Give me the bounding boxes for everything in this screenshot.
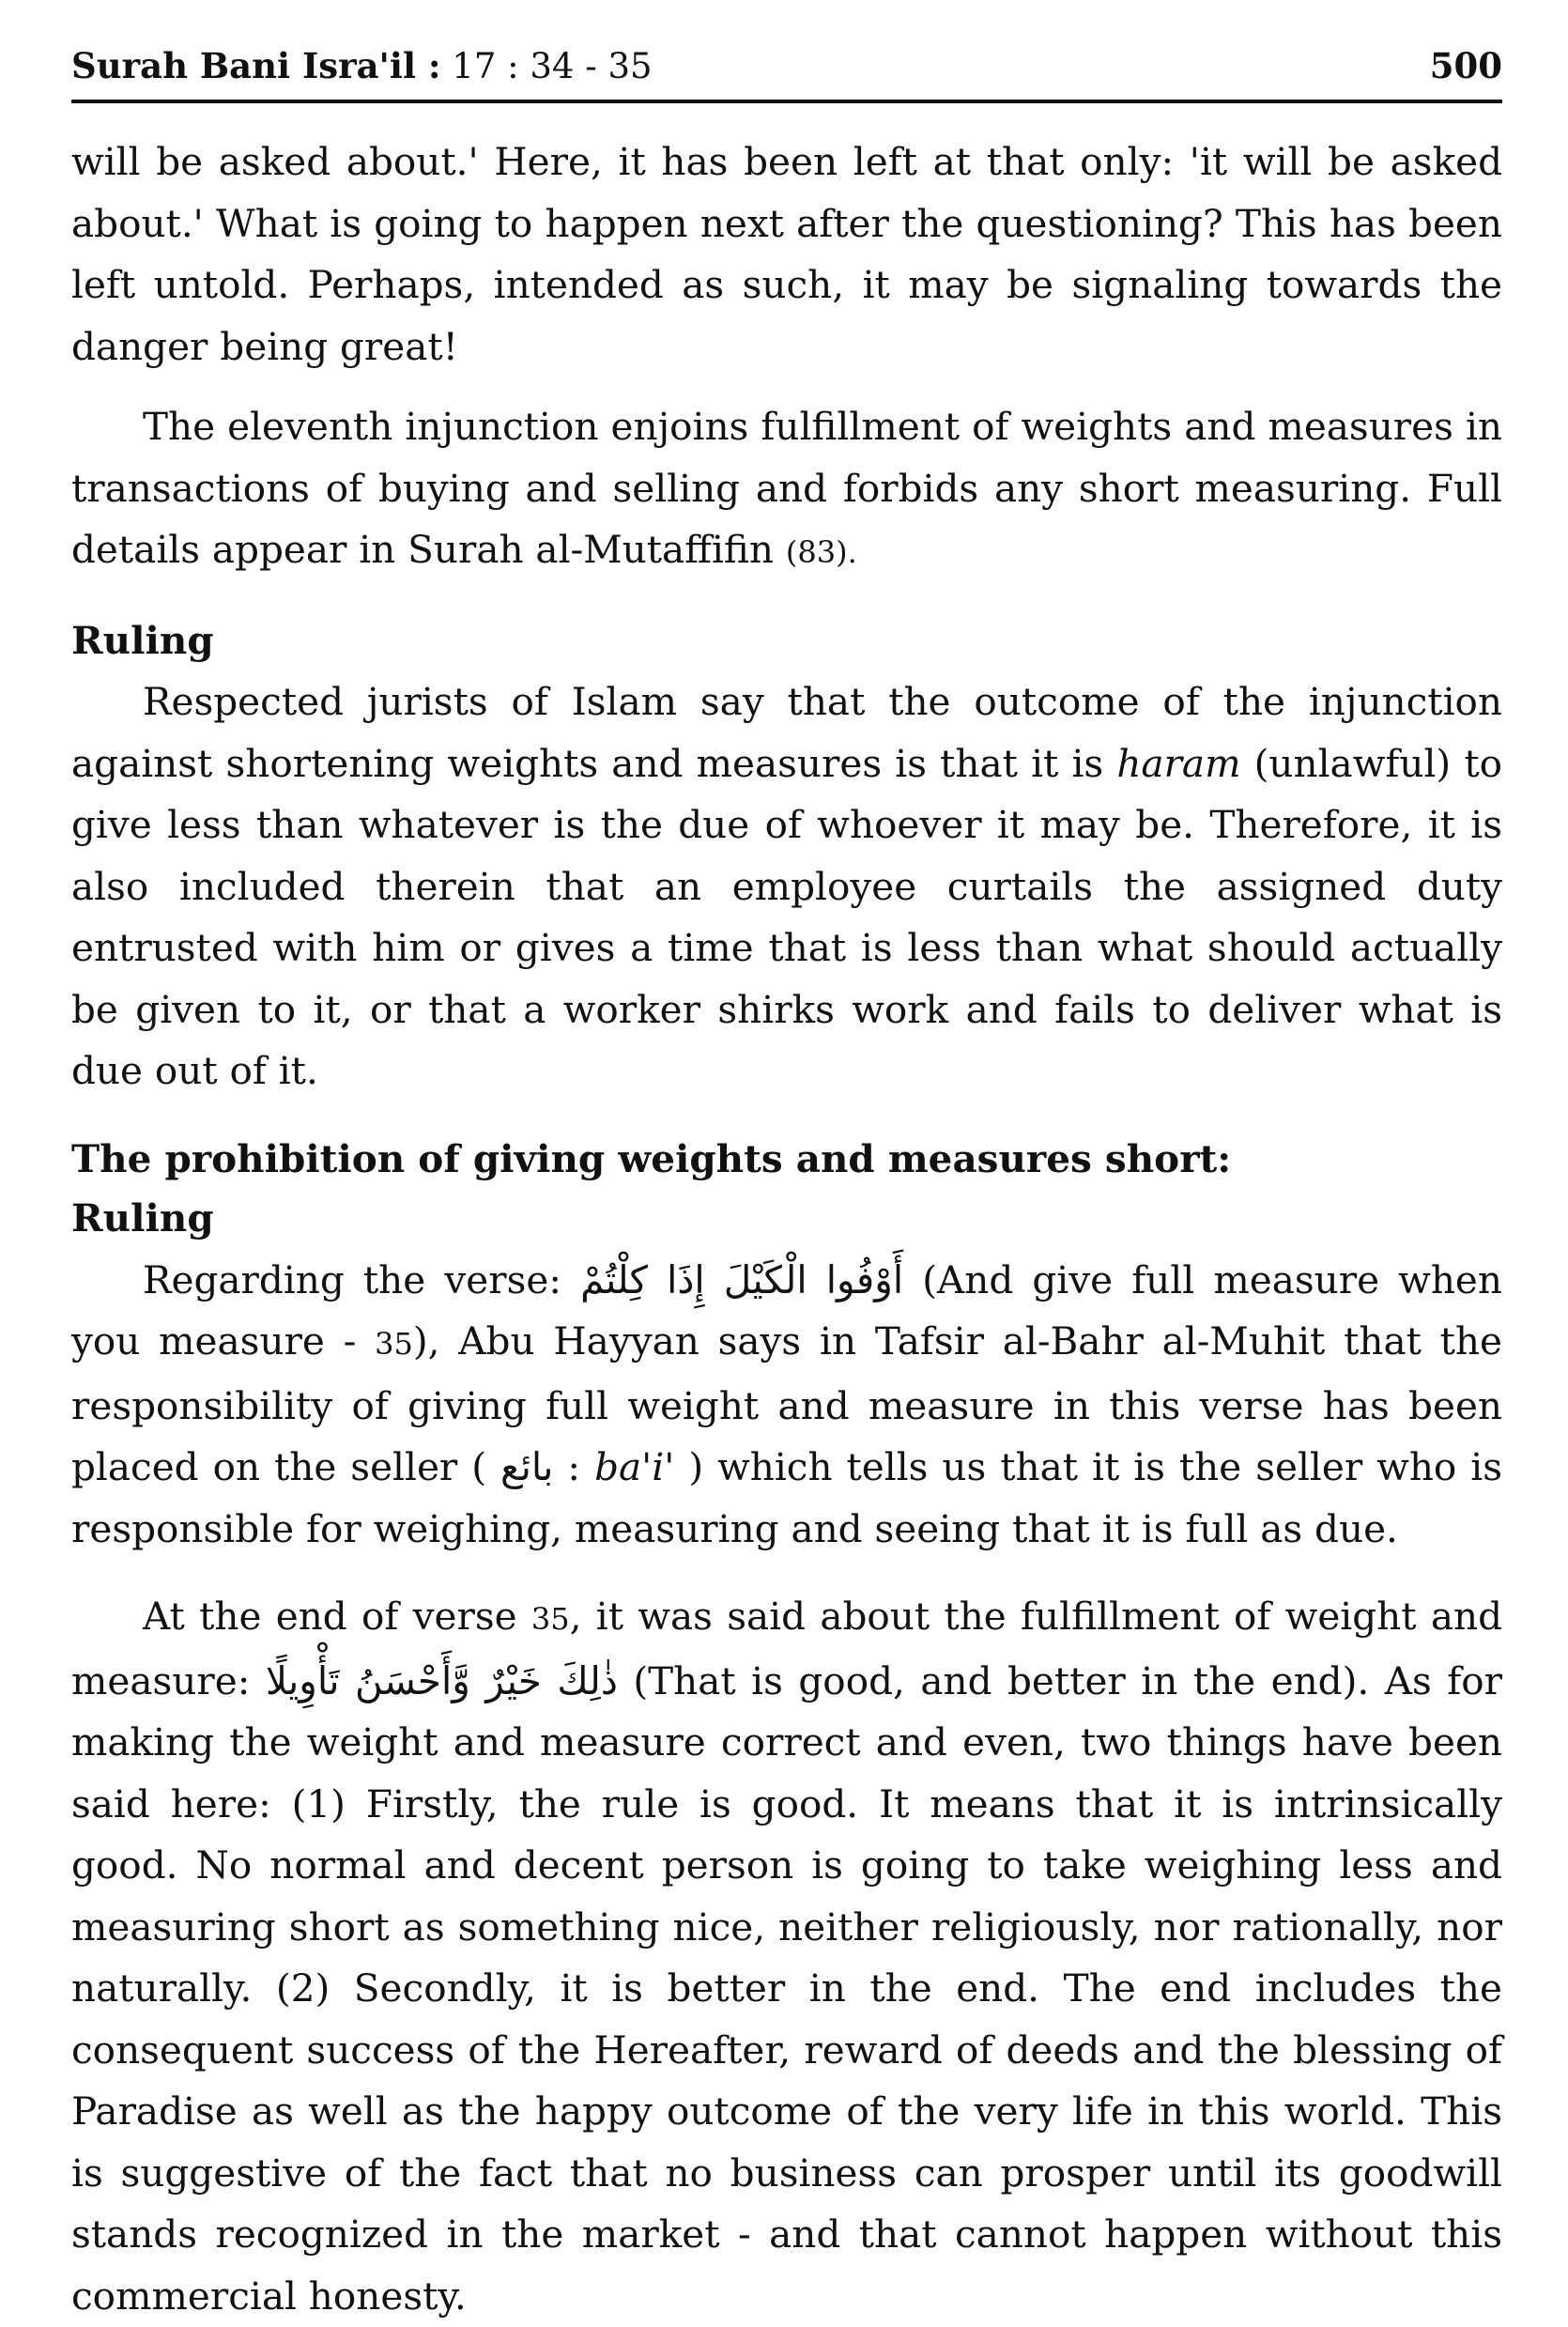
paragraph-eleventh-injunction: [71, 396, 1502, 584]
arabic-verse: ذٰلِكَ خَيْرٌ وَّأَحْسَنُ تَأْوِيلًا: [265, 1657, 618, 1703]
page-header: [71, 45, 1502, 103]
verse-reference: 17 : 34 - 35: [440, 46, 653, 86]
surah-name: Surah Bani Isra'il :: [71, 45, 441, 86]
paragraph-text: The eleventh injunction enjoins fulfillment of weights and measures in transactions of buying and selling and forbids any short measuring. Full details appear in Surah al-Mutaffifin: [71, 404, 1502, 572]
heading-ruling: Ruling: [71, 617, 214, 663]
italic-term: haram: [1116, 740, 1241, 786]
page-number: 500: [1429, 45, 1502, 86]
page-body: [71, 103, 1502, 2327]
verse-number: 35: [375, 1326, 413, 1362]
arabic-verse: أَوْفُوا الْكَيْلَ إِذَا كِلْتُمْ: [580, 1256, 904, 1302]
paragraph-jurists-ruling: [71, 671, 1502, 1102]
italic-term: ba'i': [594, 1444, 675, 1489]
text-part: Respected jurists of Islam say that the outcome of the injunction against shortening weights and measures is that it is: [71, 679, 1502, 786]
text-part: (That is good, and better in the end). As for making the weight and measure correct and even, two things have been said here: (1) Firstly, the rule is good. It means that it is intrinsically good. No normal and decent person is going to take weighing less and measuring short as something nice, neither religiously, nor rationally, nor naturally. (2) Secondly, it is better in the end. The end includes the consequent success of the Hereafter, reward of deeds and the blessing of Paradise as well as the happy outcome of the very life in this world. This is suggestive of the fact that no business can prosper until its goodwill stands recognized in the market - and that cannot happen without this commercial honesty.: [71, 1657, 1502, 2319]
arabic-word: بائع: [500, 1444, 554, 1489]
text-part: (unlawful) to give less than whatever is the due of whoever it may be. Therefore, it is also included therein that an employee curtails the assigned duty entrusted with him or gives a time that is less than what should actually be given to it, or that a worker shirks work and fails to deliver what is due out of it.: [71, 740, 1502, 1093]
paragraph-end-of-verse: [71, 1586, 1502, 2327]
running-head: [71, 45, 653, 86]
text-part: (And give full measure when you measure -: [71, 1256, 1502, 1364]
text-part: Regarding the verse:: [143, 1256, 581, 1302]
text-part: :: [553, 1444, 595, 1489]
surah-reference: (83).: [785, 534, 857, 570]
paragraph-continuation: will be asked about.' Here, it has been left at that only: 'it will be asked about.' What is going to happen next after the questioning? This has been left untold. Perhaps, intended as such, it may be signaling towards the danger being great!: [71, 139, 1502, 369]
heading-ruling-2: Ruling: [71, 1195, 214, 1241]
text-part: At the end of verse: [143, 1594, 531, 1639]
text-part: ), Abu Hayyan says in Tafsir al-Bahr al-Muhit that the responsibility of giving full weight and measure in this verse has been placed on the seller (: [71, 1318, 1502, 1489]
paragraph-verse-35: [71, 1250, 1502, 1561]
text-part: ) which tells us that it is the seller who is responsible for weighing, measuring and seeing that it is full as due.: [71, 1444, 1502, 1551]
verse-number: 35: [530, 1601, 570, 1637]
text-part: , it was said about the fulfillment of weight and measure:: [71, 1594, 1502, 1703]
heading-prohibition: The prohibition of giving weights and measures short:: [71, 1135, 1232, 1181]
